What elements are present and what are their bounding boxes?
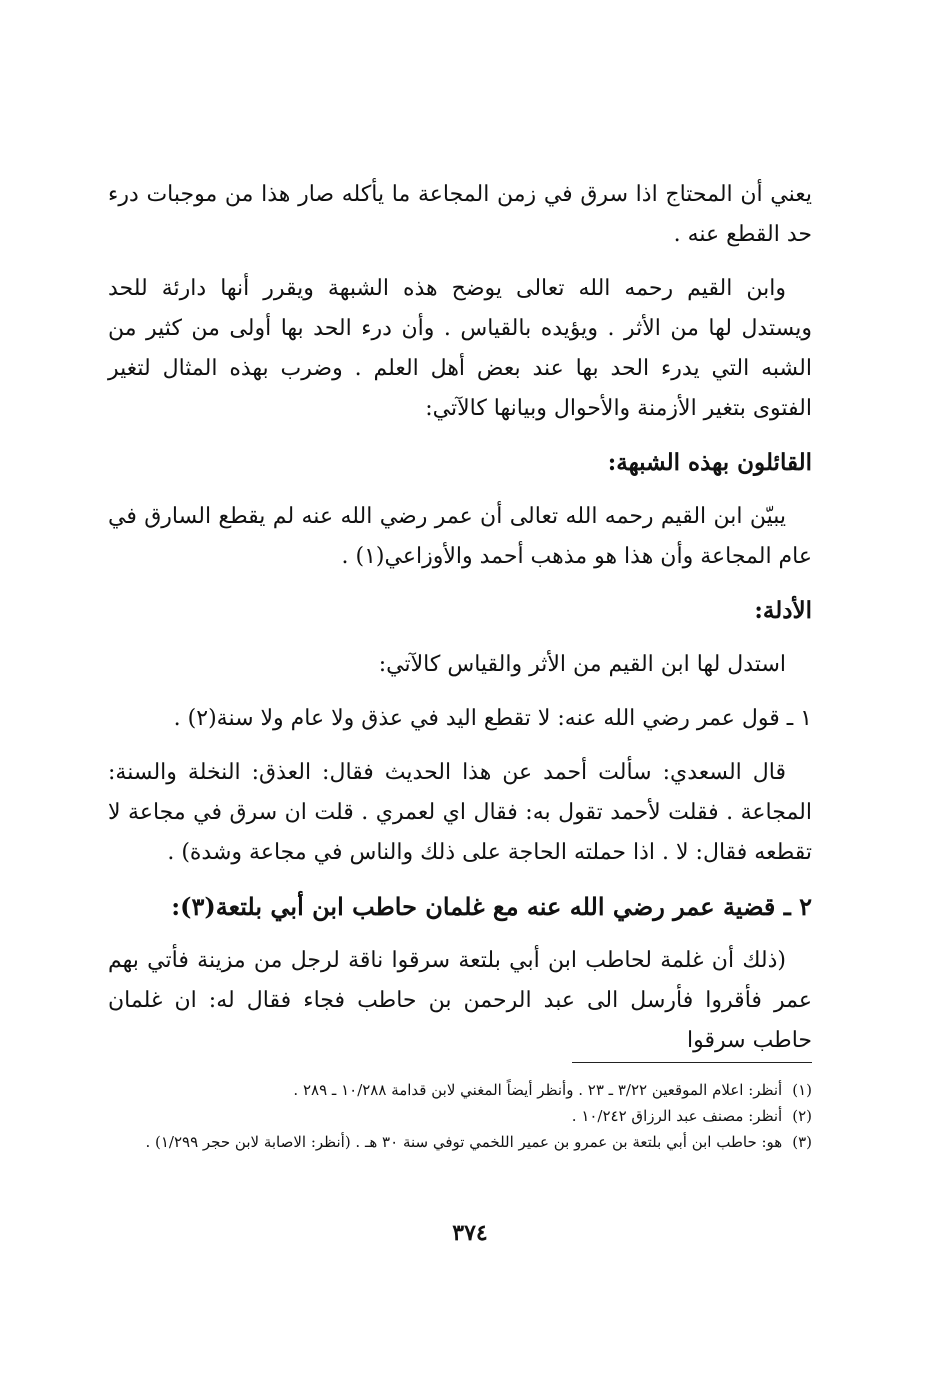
footnote-1	[108, 1077, 812, 1103]
paragraph-4: استدل لها ابن القيم من الأثر والقياس كالآتي:	[378, 652, 786, 677]
footnote-number: (٣)	[792, 1133, 812, 1151]
footnote-text: أنظر: اعلام الموقعين ٣/٢٢ ـ ٢٣ . وأنظر أيضاً المغني لابن قدامة ١٠/٢٨٨ ـ ٢٨٩ .	[293, 1081, 783, 1099]
paragraph-7: (ذلك أن غلمة لحاطب ابن أبي بلتعة سرقوا ناقة لرجل من مزينة فأتي بهم عمر فأقروا فأرسل الى عبد الرحمن بن حاطب فجاء فقال له: ان غلمان حاطب سرقوا	[108, 948, 812, 1053]
page-number: ٣٧٤	[452, 1220, 488, 1246]
paragraph-5: ١ ـ قول عمر رضي الله عنه: لا تقطع اليد في عذق ولا عام ولا سنة(٢) .	[173, 706, 812, 731]
footnote-number: (١)	[792, 1081, 812, 1099]
section-heading-hatib-case: ٢ ـ قضية عمر رضي الله عنه مع غلمان حاطب ابن أبي بلتعة(٣):	[171, 892, 812, 921]
section-heading-proponents: القائلون بهذه الشبهة:	[607, 449, 812, 476]
footnote-text: هو: حاطب ابن أبي بلتعة بن عمرو بن عمير اللخمي توفي سنة ٣٠ هـ . (أنظر: الاصابة لابن حجر ١/٢٩٩) .	[145, 1133, 783, 1151]
footnote-3	[108, 1129, 812, 1155]
footnote-divider	[572, 1062, 812, 1063]
paragraph-2: وابن القيم رحمه الله تعالى يوضح هذه الشبهة ويقرر أنها دارئة للحد ويستدل لها من الأثر . ويؤيده بالقياس . وأن درء الحد بها أولى من كثير من الشبه التي يدرء الحد بها عند بعض أهل العلم . وضرب بهذه المثال لتغير الفتوى بتغير الأزمنة والأحوال وبيانها كالآتي:	[108, 276, 812, 421]
footnote-2	[108, 1103, 812, 1129]
paragraph-6: قال السعدي: سألت أحمد عن هذا الحديث فقال: العذق: النخلة والسنة: المجاعة . فقلت لأحمد تقول به: فقال اي لعمري . قلت ان سرق في مجاعة لا تقطعه فقال: لا . اذا حملته الحاجة على ذلك والناس في مجاعة وشدة) .	[108, 760, 812, 865]
main-text	[108, 175, 812, 1075]
footnote-number: (٢)	[792, 1107, 812, 1125]
paragraph-3: يبيّن ابن القيم رحمه الله تعالى أن عمر رضي الله عنه لم يقطع السارق في عام المجاعة وأن هذا هو مذهب أحمد والأوزاعي(١) .	[108, 504, 812, 569]
paragraph-1: يعني أن المحتاج اذا سرق في زمن المجاعة ما يأكله صار هذا من موجبات درء حد القطع عنه .	[108, 182, 812, 247]
footnotes	[108, 1062, 812, 1155]
footnote-text: أنظر: مصنف عبد الرزاق ١٠/٢٤٢ .	[571, 1107, 783, 1125]
section-heading-evidence: الأدلة:	[754, 597, 812, 624]
